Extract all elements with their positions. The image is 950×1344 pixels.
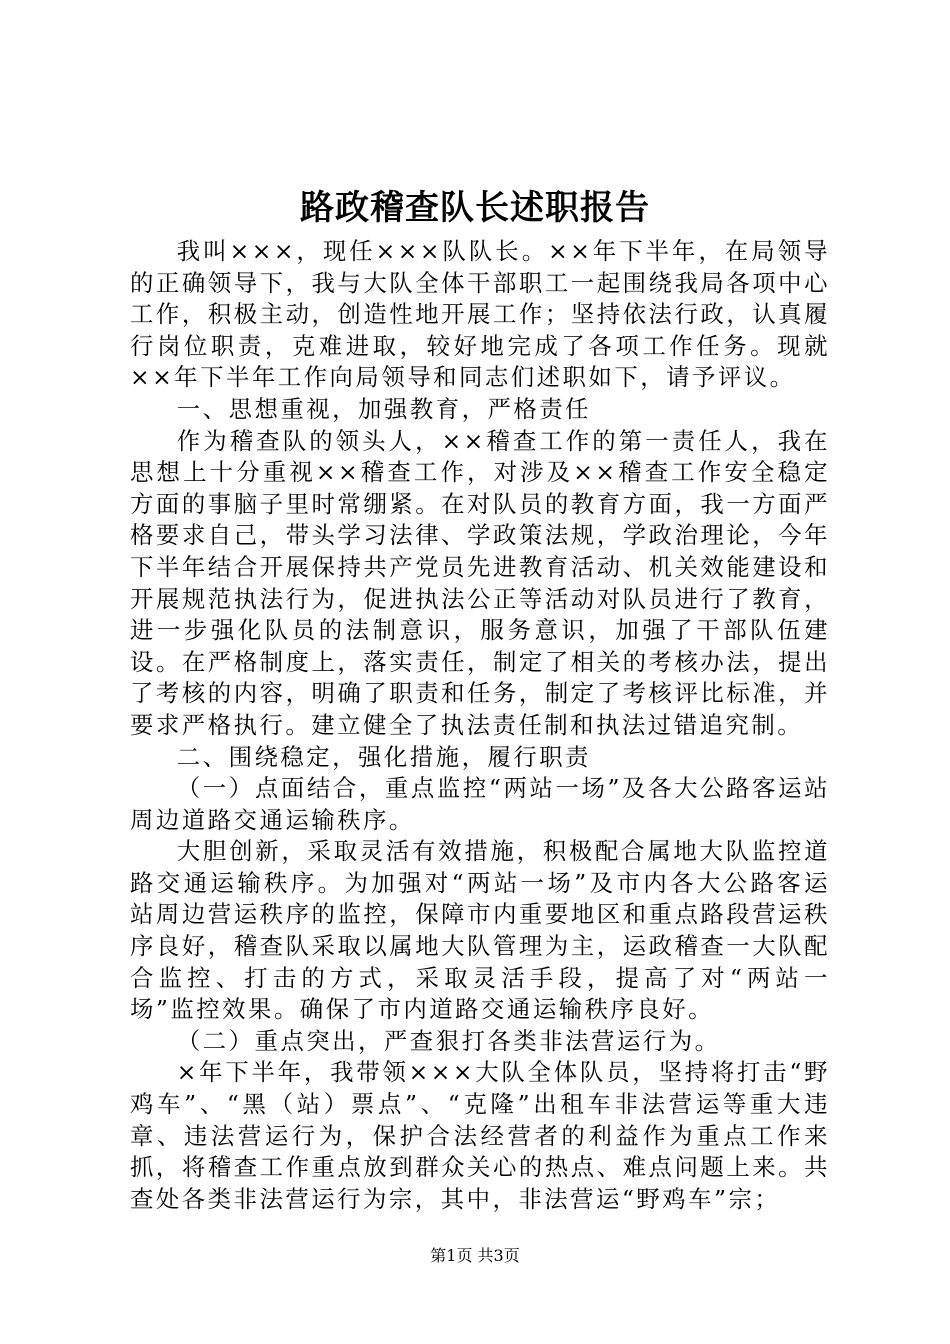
subsection-heading-1: （一）点面结合，重点监控“两站一场”及各大公路客运站周边道路交通运输秩序。 <box>130 774 830 834</box>
paragraph-subsection-2: ×年下半年，我带领×××大队全体队员，坚持将打击“野鸡车”、“黑（站）票点”、“克隆”出租车非法营运等重大违章、违法营运行为，保护合法经营者的利益作为重点工作来抓，将稽查工作重点放到群众关心的热点、难点问题上来。共查处各类非法营运行为宗，其中，非法营运“野鸡车”宗； <box>130 1058 830 1213</box>
paragraph-section-1: 作为稽查队的领头人，××稽查工作的第一责任人，我在思想上十分重视××稽查工作，对涉及××稽查工作安全稳定方面的事脑子里时常绷紧。在对队员的教育方面，我一方面严格要求自己，带头学习法律、学政策法规，学政治理论，今年下半年结合开展保持共产党员先进教育活动、机关效能建设和开展规范执法行为，促进执法公正等活动对队员进行了教育，进一步强化队员的法制意识，服务意识，加强了干部队伍建设。在严格制度上，落实责任，制定了相关的考核办法，提出了考核的内容，明确了职责和任务，制定了考核评比标准，并要求严格执行。建立健全了执法责任制和执法过错追究制。 <box>130 426 830 739</box>
page-footer: 第1页 共3页 <box>430 1246 520 1265</box>
section-heading-1: 一、思想重视，加强教育，严格责任 <box>176 394 592 423</box>
paragraph-subsection-1: 大胆创新，采取灵活有效措施，积极配合属地大队监控道路交通运输秩序。为加强对“两站一场”及市内各大公路客运站周边营运秩序的监控，保障市内重要地区和重点路段营运秩序良好，稽查队采取以属地大队管理为主，运政稽查一大队配合监控、打击的方式，采取灵活手段，提高了对“两站一场”监控效果。确保了市内道路交通运输秩序良好。 <box>130 837 830 1024</box>
section-heading-2: 二、围绕稳定，强化措施，履行职责 <box>176 742 592 771</box>
subsection-heading-2: （二）重点突出，严查狠打各类非法营运行为。 <box>176 1026 721 1055</box>
document-title: 路政稽查队长述职报告 <box>300 188 650 228</box>
document-body <box>130 236 830 1215</box>
paragraph-intro: 我叫×××，现任×××队队长。××年下半年，在局领导的正确领导下，我与大队全体干部职工一起围绕我局各项中心工作，积极主动，创造性地开展工作；坚持依法行政，认真履行岗位职责，克难进取，较好地完成了各项工作任务。现就××年下半年工作向局领导和同志们述职如下，请予评议。 <box>130 237 830 392</box>
